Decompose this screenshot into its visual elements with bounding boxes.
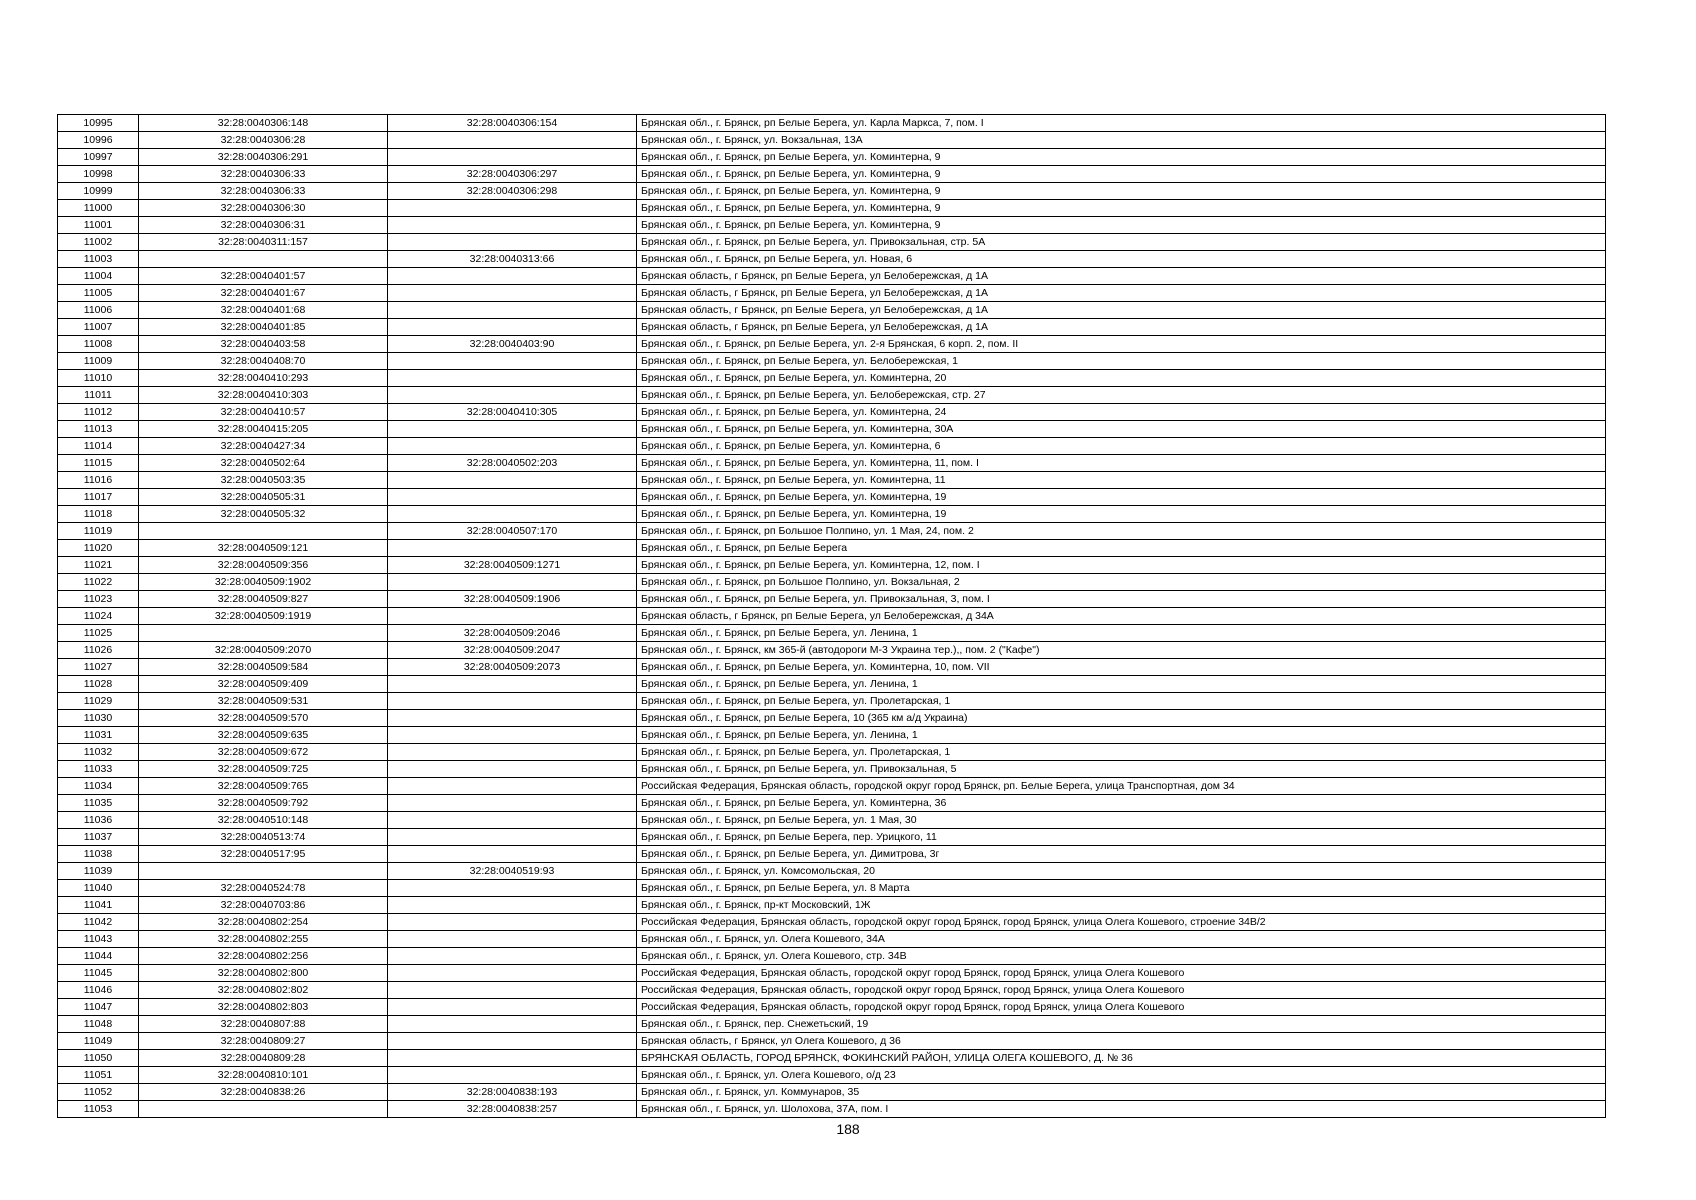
table-row xyxy=(58,880,1606,897)
table-row xyxy=(58,1016,1606,1033)
table-row xyxy=(58,591,1606,608)
address-cell: Брянская обл., г. Брянск, рп Белые Берега, ул. Коминтерна, 11 xyxy=(637,472,1606,489)
object-number-cell: 32:28:0040509:1906 xyxy=(388,591,637,608)
table-row xyxy=(58,693,1606,710)
address-cell: Брянская обл., г. Брянск, ул. Олега Кошевого, стр. 34В xyxy=(637,948,1606,965)
table-row xyxy=(58,1084,1606,1101)
row-number-cell: 11026 xyxy=(58,642,139,659)
cadastral-number-cell: 32:28:0040306:28 xyxy=(139,132,388,149)
cadastral-number-cell: 32:28:0040509:121 xyxy=(139,540,388,557)
row-number-cell: 11010 xyxy=(58,370,139,387)
address-cell: Брянская обл., г. Брянск, рп Белые Берега, ул. Привокзальная, стр. 5А xyxy=(637,234,1606,251)
address-cell: Российская Федерация, Брянская область, городской округ город Брянск, город Брянск, улица Олега Кошевого xyxy=(637,965,1606,982)
address-cell: Брянская обл., г. Брянск, рп Белые Берега, ул. 1 Мая, 30 xyxy=(637,812,1606,829)
address-cell: Брянская обл., г. Брянск, рп Белые Берега, ул. 2-я Брянская, 6 корп. 2, пом. II xyxy=(637,336,1606,353)
object-number-cell xyxy=(388,812,637,829)
object-number-cell xyxy=(388,540,637,557)
table-row xyxy=(58,727,1606,744)
table-row xyxy=(58,982,1606,999)
cadastral-number-cell: 32:28:0040410:57 xyxy=(139,404,388,421)
row-number-cell: 11006 xyxy=(58,302,139,319)
row-number-cell: 11043 xyxy=(58,931,139,948)
row-number-cell: 11016 xyxy=(58,472,139,489)
object-number-cell xyxy=(388,200,637,217)
cadastral-number-cell: 32:28:0040510:148 xyxy=(139,812,388,829)
row-number-cell: 11030 xyxy=(58,710,139,727)
address-cell: Брянская обл., г. Брянск, рп Белые Берега xyxy=(637,540,1606,557)
row-number-cell: 11037 xyxy=(58,829,139,846)
address-cell: Брянская обл., г. Брянск, км 365-й (автодороги М-3 Украина тер.),, пом. 2 ("Кафе") xyxy=(637,642,1606,659)
object-number-cell: 32:28:0040306:297 xyxy=(388,166,637,183)
address-cell: Брянская обл., г. Брянск, рп Белые Берега, ул. Ленина, 1 xyxy=(637,676,1606,693)
cadastral-number-cell: 32:28:0040802:254 xyxy=(139,914,388,931)
address-cell: Брянская область, г Брянск, ул Олега Кошевого, д 36 xyxy=(637,1033,1606,1050)
table-row xyxy=(58,625,1606,642)
row-number-cell: 11008 xyxy=(58,336,139,353)
object-number-cell xyxy=(388,421,637,438)
address-cell: Брянская обл., г. Брянск, рп Белые Берега, ул. Карла Маркса, 7, пом. I xyxy=(637,115,1606,132)
address-cell: Брянская обл., г. Брянск, рп Белые Берега, ул. Пролетарская, 1 xyxy=(637,693,1606,710)
row-number-cell: 11038 xyxy=(58,846,139,863)
table-row xyxy=(58,353,1606,370)
address-cell: Брянская обл., г. Брянск, рп Белые Берега, ул. Ленина, 1 xyxy=(637,625,1606,642)
row-number-cell: 11049 xyxy=(58,1033,139,1050)
row-number-cell: 11042 xyxy=(58,914,139,931)
table-row xyxy=(58,795,1606,812)
cadastral-number-cell: 32:28:0040509:356 xyxy=(139,557,388,574)
cadastral-number-cell xyxy=(139,863,388,880)
table-row xyxy=(58,557,1606,574)
table-row xyxy=(58,846,1606,863)
row-number-cell: 11009 xyxy=(58,353,139,370)
table-row xyxy=(58,761,1606,778)
object-number-cell: 32:28:0040519:93 xyxy=(388,863,637,880)
row-number-cell: 11035 xyxy=(58,795,139,812)
row-number-cell: 11011 xyxy=(58,387,139,404)
object-number-cell xyxy=(388,931,637,948)
object-number-cell xyxy=(388,982,637,999)
row-number-cell: 11019 xyxy=(58,523,139,540)
row-number-cell: 11017 xyxy=(58,489,139,506)
address-cell: Брянская обл., г. Брянск, ул. Коммунаров, 35 xyxy=(637,1084,1606,1101)
row-number-cell: 11052 xyxy=(58,1084,139,1101)
table-row xyxy=(58,999,1606,1016)
cadastral-number-cell: 32:28:0040513:74 xyxy=(139,829,388,846)
table-row xyxy=(58,1033,1606,1050)
address-cell: Брянская обл., г. Брянск, рп Большое Полпино, ул. 1 Мая, 24, пом. 2 xyxy=(637,523,1606,540)
address-cell: Брянская обл., г. Брянск, рп Белые Берега, ул. Привокзальная, 3, пом. I xyxy=(637,591,1606,608)
object-number-cell xyxy=(388,1067,637,1084)
table-row xyxy=(58,336,1606,353)
address-cell: Брянская обл., г. Брянск, рп Белые Берега, ул. Коминтерна, 9 xyxy=(637,166,1606,183)
object-number-cell xyxy=(388,268,637,285)
cadastral-number-cell: 32:28:0040509:531 xyxy=(139,693,388,710)
cadastral-number-cell: 32:28:0040410:293 xyxy=(139,370,388,387)
row-number-cell: 11000 xyxy=(58,200,139,217)
cadastral-number-cell: 32:28:0040306:291 xyxy=(139,149,388,166)
row-number-cell: 11001 xyxy=(58,217,139,234)
table-row xyxy=(58,217,1606,234)
table-row xyxy=(58,370,1606,387)
row-number-cell: 11027 xyxy=(58,659,139,676)
address-cell: БРЯНСКАЯ ОБЛАСТЬ, ГОРОД БРЯНСК, ФОКИНСКИЙ РАЙОН, УЛИЦА ОЛЕГА КОШЕВОГО, Д. № 36 xyxy=(637,1050,1606,1067)
cadastral-number-cell: 32:28:0040401:67 xyxy=(139,285,388,302)
object-number-cell xyxy=(388,710,637,727)
cadastral-number-cell: 32:28:0040802:800 xyxy=(139,965,388,982)
cadastral-number-cell: 32:28:0040809:27 xyxy=(139,1033,388,1050)
row-number-cell: 11014 xyxy=(58,438,139,455)
row-number-cell: 11002 xyxy=(58,234,139,251)
row-number-cell: 11046 xyxy=(58,982,139,999)
row-number-cell: 11033 xyxy=(58,761,139,778)
object-number-cell xyxy=(388,829,637,846)
address-cell: Брянская обл., г. Брянск, рп Белые Берега, ул. Коминтерна, 24 xyxy=(637,404,1606,421)
cadastral-number-cell: 32:28:0040509:570 xyxy=(139,710,388,727)
object-number-cell xyxy=(388,897,637,914)
address-cell: Брянская обл., г. Брянск, рп Белые Берега, ул. Коминтерна, 20 xyxy=(637,370,1606,387)
cadastral-number-cell: 32:28:0040306:148 xyxy=(139,115,388,132)
cadastral-number-cell: 32:28:0040427:34 xyxy=(139,438,388,455)
address-cell: Брянская обл., г. Брянск, рп Белые Берега, ул. Коминтерна, 6 xyxy=(637,438,1606,455)
address-cell: Брянская обл., г. Брянск, ул. Комсомольская, 20 xyxy=(637,863,1606,880)
cadastral-number-cell: 32:28:0040306:30 xyxy=(139,200,388,217)
object-number-cell xyxy=(388,880,637,897)
object-number-cell xyxy=(388,1016,637,1033)
cadastral-number-cell: 32:28:0040703:86 xyxy=(139,897,388,914)
cadastral-number-cell: 32:28:0040802:803 xyxy=(139,999,388,1016)
address-cell: Брянская обл., г. Брянск, ул. Вокзальная, 13А xyxy=(637,132,1606,149)
cadastral-number-cell: 32:28:0040802:802 xyxy=(139,982,388,999)
row-number-cell: 11039 xyxy=(58,863,139,880)
cadastral-number-cell: 32:28:0040311:157 xyxy=(139,234,388,251)
row-number-cell: 11041 xyxy=(58,897,139,914)
row-number-cell: 11051 xyxy=(58,1067,139,1084)
object-number-cell xyxy=(388,285,637,302)
object-number-cell xyxy=(388,846,637,863)
table-row xyxy=(58,506,1606,523)
address-cell: Брянская обл., г. Брянск, рп Белые Берега, ул. Коминтерна, 9 xyxy=(637,149,1606,166)
object-number-cell: 32:28:0040838:257 xyxy=(388,1101,637,1118)
table-row xyxy=(58,234,1606,251)
table-row xyxy=(58,438,1606,455)
object-number-cell xyxy=(388,302,637,319)
table-row xyxy=(58,132,1606,149)
address-cell: Брянская обл., г. Брянск, пер. Снежетьский, 19 xyxy=(637,1016,1606,1033)
object-number-cell: 32:28:0040502:203 xyxy=(388,455,637,472)
object-number-cell: 32:28:0040410:305 xyxy=(388,404,637,421)
object-number-cell xyxy=(388,132,637,149)
object-number-cell xyxy=(388,727,637,744)
table-row xyxy=(58,642,1606,659)
address-cell: Брянская обл., г. Брянск, рп Белые Берега, ул. Белобережская, 1 xyxy=(637,353,1606,370)
object-number-cell xyxy=(388,778,637,795)
object-number-cell: 32:28:0040509:2046 xyxy=(388,625,637,642)
address-cell: Брянская обл., г. Брянск, рп Белые Берега, пер. Урицкого, 11 xyxy=(637,829,1606,846)
table-row xyxy=(58,302,1606,319)
address-cell: Брянская обл., г. Брянск, рп Белые Берега, ул. Коминтерна, 11, пом. I xyxy=(637,455,1606,472)
table-row xyxy=(58,778,1606,795)
cadastral-number-cell: 32:28:0040401:85 xyxy=(139,319,388,336)
table-row xyxy=(58,319,1606,336)
row-number-cell: 11045 xyxy=(58,965,139,982)
object-number-cell: 32:28:0040509:2073 xyxy=(388,659,637,676)
object-number-cell xyxy=(388,1033,637,1050)
table-row xyxy=(58,251,1606,268)
address-cell: Брянская обл., г. Брянск, пр-кт Московский, 1Ж xyxy=(637,897,1606,914)
table-row xyxy=(58,812,1606,829)
address-cell: Брянская обл., г. Брянск, рп Белые Берега, ул. Ленина, 1 xyxy=(637,727,1606,744)
address-cell: Брянская обл., г. Брянск, рп Белые Берега, ул. Пролетарская, 1 xyxy=(637,744,1606,761)
cadastral-number-cell: 32:28:0040810:101 xyxy=(139,1067,388,1084)
object-number-cell: 32:28:0040313:66 xyxy=(388,251,637,268)
cadastral-number-cell: 32:28:0040524:78 xyxy=(139,880,388,897)
cadastral-number-cell: 32:28:0040802:255 xyxy=(139,931,388,948)
table-row xyxy=(58,183,1606,200)
object-number-cell xyxy=(388,676,637,693)
row-number-cell: 11024 xyxy=(58,608,139,625)
registry-table-body xyxy=(58,115,1606,1118)
cadastral-number-cell: 32:28:0040502:64 xyxy=(139,455,388,472)
object-number-cell xyxy=(388,353,637,370)
address-cell: Российская Федерация, Брянская область, городской округ город Брянск, город Брянск, улица Олега Кошевого xyxy=(637,999,1606,1016)
row-number-cell: 11050 xyxy=(58,1050,139,1067)
table-row xyxy=(58,608,1606,625)
table-row xyxy=(58,285,1606,302)
cadastral-number-cell: 32:28:0040403:58 xyxy=(139,336,388,353)
address-cell: Брянская область, г Брянск, рп Белые Берега, ул Белобережская, д 34А xyxy=(637,608,1606,625)
row-number-cell: 10995 xyxy=(58,115,139,132)
cadastral-number-cell: 32:28:0040809:28 xyxy=(139,1050,388,1067)
row-number-cell: 11004 xyxy=(58,268,139,285)
row-number-cell: 11007 xyxy=(58,319,139,336)
object-number-cell xyxy=(388,914,637,931)
object-number-cell: 32:28:0040306:154 xyxy=(388,115,637,132)
object-number-cell xyxy=(388,999,637,1016)
cadastral-number-cell xyxy=(139,251,388,268)
table-row xyxy=(58,523,1606,540)
table-row xyxy=(58,948,1606,965)
page-number: 188 xyxy=(836,1121,860,1137)
object-number-cell xyxy=(388,370,637,387)
address-cell: Брянская обл., г. Брянск, рп Белые Берега, ул. 8 Марта xyxy=(637,880,1606,897)
row-number-cell: 11044 xyxy=(58,948,139,965)
object-number-cell xyxy=(388,948,637,965)
cadastral-number-cell xyxy=(139,625,388,642)
table-row xyxy=(58,166,1606,183)
address-cell: Брянская обл., г. Брянск, рп Белые Берега, ул. Белобережская, стр. 27 xyxy=(637,387,1606,404)
cadastral-number-cell: 32:28:0040509:792 xyxy=(139,795,388,812)
object-number-cell xyxy=(388,234,637,251)
table-row xyxy=(58,472,1606,489)
row-number-cell: 11018 xyxy=(58,506,139,523)
table-row xyxy=(58,404,1606,421)
row-number-cell: 11032 xyxy=(58,744,139,761)
table-row xyxy=(58,455,1606,472)
table-row xyxy=(58,863,1606,880)
row-number-cell: 11047 xyxy=(58,999,139,1016)
object-number-cell xyxy=(388,489,637,506)
address-cell: Брянская область, г Брянск, рп Белые Берега, ул Белобережская, д 1А xyxy=(637,285,1606,302)
object-number-cell xyxy=(388,965,637,982)
row-number-cell: 11013 xyxy=(58,421,139,438)
address-cell: Брянская обл., г. Брянск, рп Белые Берега, ул. Коминтерна, 36 xyxy=(637,795,1606,812)
row-number-cell: 11048 xyxy=(58,1016,139,1033)
object-number-cell xyxy=(388,761,637,778)
cadastral-number-cell: 32:28:0040306:33 xyxy=(139,166,388,183)
row-number-cell: 10998 xyxy=(58,166,139,183)
row-number-cell: 11040 xyxy=(58,880,139,897)
object-number-cell xyxy=(388,795,637,812)
cadastral-number-cell: 32:28:0040509:1902 xyxy=(139,574,388,591)
cadastral-number-cell: 32:28:0040509:765 xyxy=(139,778,388,795)
table-row xyxy=(58,421,1606,438)
cadastral-number-cell: 32:28:0040509:2070 xyxy=(139,642,388,659)
table-row xyxy=(58,659,1606,676)
row-number-cell: 11034 xyxy=(58,778,139,795)
table-row xyxy=(58,897,1606,914)
address-cell: Российская Федерация, Брянская область, городской округ город Брянск, город Брянск, улица Олега Кошевого xyxy=(637,982,1606,999)
table-row xyxy=(58,574,1606,591)
address-cell: Брянская обл., г. Брянск, рп Белые Берега, 10 (365 км а/д Украина) xyxy=(637,710,1606,727)
object-number-cell: 32:28:0040838:193 xyxy=(388,1084,637,1101)
address-cell: Брянская обл., г. Брянск, рп Белые Берега, ул. Коминтерна, 30А xyxy=(637,421,1606,438)
cadastral-number-cell: 32:28:0040509:725 xyxy=(139,761,388,778)
row-number-cell: 11020 xyxy=(58,540,139,557)
cadastral-number-cell: 32:28:0040509:1919 xyxy=(139,608,388,625)
cadastral-number-cell: 32:28:0040509:584 xyxy=(139,659,388,676)
cadastral-number-cell: 32:28:0040509:672 xyxy=(139,744,388,761)
address-cell: Брянская область, г Брянск, рп Белые Берега, ул Белобережская, д 1А xyxy=(637,319,1606,336)
row-number-cell: 11003 xyxy=(58,251,139,268)
address-cell: Брянская область, г Брянск, рп Белые Берега, ул Белобережская, д 1А xyxy=(637,268,1606,285)
row-number-cell: 11036 xyxy=(58,812,139,829)
row-number-cell: 10997 xyxy=(58,149,139,166)
row-number-cell: 11031 xyxy=(58,727,139,744)
address-cell: Брянская обл., г. Брянск, ул. Шолохова, 37А, пом. I xyxy=(637,1101,1606,1118)
cadastral-number-cell: 32:28:0040509:635 xyxy=(139,727,388,744)
address-cell: Брянская обл., г. Брянск, рп Белые Берега, ул. Коминтерна, 9 xyxy=(637,200,1606,217)
table-row xyxy=(58,200,1606,217)
address-cell: Брянская область, г Брянск, рп Белые Берега, ул Белобережская, д 1А xyxy=(637,302,1606,319)
table-row xyxy=(58,540,1606,557)
table-row xyxy=(58,1101,1606,1118)
object-number-cell xyxy=(388,1050,637,1067)
address-cell: Брянская обл., г. Брянск, рп Белые Берега, ул. Коминтерна, 19 xyxy=(637,489,1606,506)
registry-table xyxy=(57,114,1606,1118)
table-row xyxy=(58,914,1606,931)
address-cell: Брянская обл., г. Брянск, рп Белые Берега, ул. Коминтерна, 10, пом. VII xyxy=(637,659,1606,676)
cadastral-number-cell: 32:28:0040503:35 xyxy=(139,472,388,489)
object-number-cell: 32:28:0040403:90 xyxy=(388,336,637,353)
row-number-cell: 11028 xyxy=(58,676,139,693)
table-row xyxy=(58,710,1606,727)
table-row xyxy=(58,744,1606,761)
cadastral-number-cell: 32:28:0040505:32 xyxy=(139,506,388,523)
table-row xyxy=(58,676,1606,693)
address-cell: Брянская обл., г. Брянск, ул. Олега Кошевого, 34А xyxy=(637,931,1606,948)
table-row xyxy=(58,268,1606,285)
object-number-cell: 32:28:0040507:170 xyxy=(388,523,637,540)
object-number-cell xyxy=(388,387,637,404)
row-number-cell: 11012 xyxy=(58,404,139,421)
row-number-cell: 11023 xyxy=(58,591,139,608)
address-cell: Брянская обл., г. Брянск, рп Большое Полпино, ул. Вокзальная, 2 xyxy=(637,574,1606,591)
address-cell: Брянская обл., г. Брянск, рп Белые Берега, ул. Коминтерна, 9 xyxy=(637,183,1606,200)
object-number-cell xyxy=(388,149,637,166)
address-cell: Брянская обл., г. Брянск, рп Белые Берега, ул. Новая, 6 xyxy=(637,251,1606,268)
cadastral-number-cell: 32:28:0040415:205 xyxy=(139,421,388,438)
address-cell: Брянская обл., г. Брянск, рп Белые Берега, ул. Димитрова, 3г xyxy=(637,846,1606,863)
table-row xyxy=(58,931,1606,948)
object-number-cell: 32:28:0040509:2047 xyxy=(388,642,637,659)
row-number-cell: 11053 xyxy=(58,1101,139,1118)
row-number-cell: 11029 xyxy=(58,693,139,710)
table-row xyxy=(58,115,1606,132)
cadastral-number-cell xyxy=(139,523,388,540)
row-number-cell: 11022 xyxy=(58,574,139,591)
table-row xyxy=(58,1067,1606,1084)
cadastral-number-cell: 32:28:0040509:827 xyxy=(139,591,388,608)
cadastral-number-cell: 32:28:0040306:33 xyxy=(139,183,388,200)
object-number-cell xyxy=(388,438,637,455)
cadastral-number-cell: 32:28:0040401:57 xyxy=(139,268,388,285)
object-number-cell xyxy=(388,472,637,489)
cadastral-number-cell: 32:28:0040509:409 xyxy=(139,676,388,693)
row-number-cell: 11021 xyxy=(58,557,139,574)
object-number-cell xyxy=(388,574,637,591)
cadastral-number-cell: 32:28:0040802:256 xyxy=(139,948,388,965)
object-number-cell: 32:28:0040509:1271 xyxy=(388,557,637,574)
cadastral-number-cell: 32:28:0040401:68 xyxy=(139,302,388,319)
cadastral-number-cell: 32:28:0040306:31 xyxy=(139,217,388,234)
cadastral-number-cell: 32:28:0040505:31 xyxy=(139,489,388,506)
object-number-cell xyxy=(388,608,637,625)
address-cell: Брянская обл., г. Брянск, рп Белые Берега, ул. Коминтерна, 9 xyxy=(637,217,1606,234)
object-number-cell xyxy=(388,506,637,523)
row-number-cell: 11015 xyxy=(58,455,139,472)
object-number-cell: 32:28:0040306:298 xyxy=(388,183,637,200)
address-cell: Брянская обл., г. Брянск, рп Белые Берега, ул. Коминтерна, 12, пом. I xyxy=(637,557,1606,574)
cadastral-number-cell: 32:28:0040807:88 xyxy=(139,1016,388,1033)
table-row xyxy=(58,829,1606,846)
table-row xyxy=(58,1050,1606,1067)
table-row xyxy=(58,387,1606,404)
cadastral-number-cell xyxy=(139,1101,388,1118)
address-cell: Российская Федерация, Брянская область, городской округ город Брянск, город Брянск, улица Олега Кошевого, строение 34В/2 xyxy=(637,914,1606,931)
address-cell: Брянская обл., г. Брянск, рп Белые Берега, ул. Привокзальная, 5 xyxy=(637,761,1606,778)
row-number-cell: 10996 xyxy=(58,132,139,149)
row-number-cell: 11025 xyxy=(58,625,139,642)
row-number-cell: 11005 xyxy=(58,285,139,302)
cadastral-number-cell: 32:28:0040838:26 xyxy=(139,1084,388,1101)
cadastral-number-cell: 32:28:0040410:303 xyxy=(139,387,388,404)
object-number-cell xyxy=(388,693,637,710)
table-row xyxy=(58,965,1606,982)
table-row xyxy=(58,489,1606,506)
address-cell: Российская Федерация, Брянская область, городской округ город Брянск, рп. Белые Берега, улица Транспортная, дом 34 xyxy=(637,778,1606,795)
table-row xyxy=(58,149,1606,166)
object-number-cell xyxy=(388,217,637,234)
address-cell: Брянская обл., г. Брянск, ул. Олега Кошевого, о/д 23 xyxy=(637,1067,1606,1084)
object-number-cell xyxy=(388,319,637,336)
address-cell: Брянская обл., г. Брянск, рп Белые Берега, ул. Коминтерна, 19 xyxy=(637,506,1606,523)
row-number-cell: 10999 xyxy=(58,183,139,200)
object-number-cell xyxy=(388,744,637,761)
cadastral-number-cell: 32:28:0040517:95 xyxy=(139,846,388,863)
cadastral-number-cell: 32:28:0040408:70 xyxy=(139,353,388,370)
